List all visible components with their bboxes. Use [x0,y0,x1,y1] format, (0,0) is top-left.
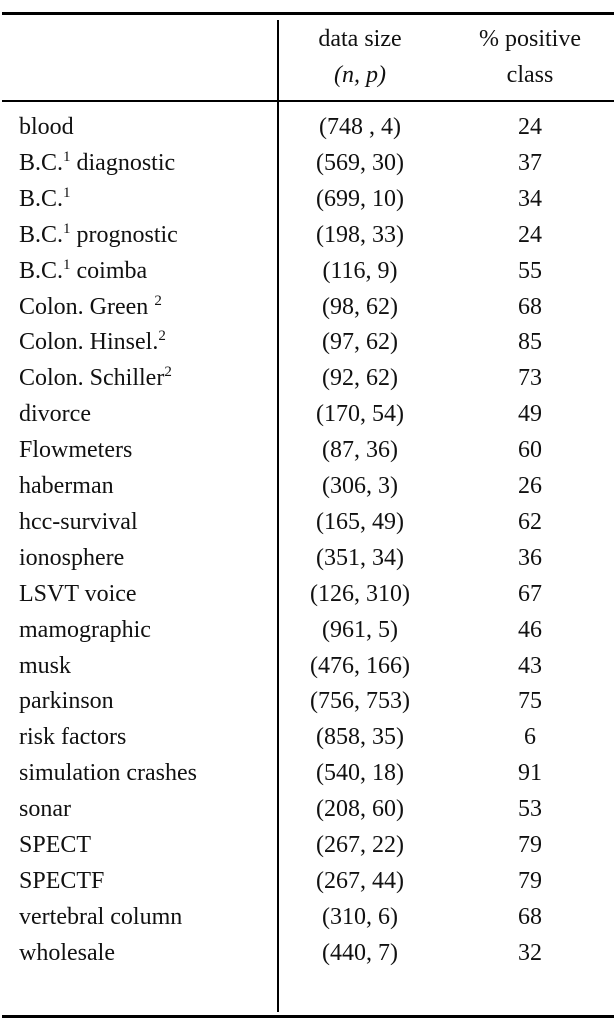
positive-percent: 62 [518,508,542,535]
dataset-name [19,507,138,537]
positive-percent: 60 [518,437,542,464]
positive-percent: 6 [524,724,536,751]
data-size: (306, 3) [322,473,398,499]
dataset-name [19,292,162,322]
dataset-name-text: vertebral column [19,903,183,930]
dataset-name [19,722,126,752]
dataset-name [19,471,114,501]
positive-percent: 37 [518,149,542,176]
dataset-name [19,758,197,788]
positive-percent: 79 [518,832,542,858]
footnote-marker: 1 [63,220,71,237]
dataset-name-text: SPECTF [19,867,105,894]
positive-percent: 34 [518,185,542,212]
header-rule [2,100,614,102]
data-size: (87, 36) [322,437,398,464]
data-size: (170, 54) [316,401,404,428]
data-size: (569, 30) [316,149,404,176]
dataset-name [19,184,71,214]
dataset-name-text: B.C. [19,221,64,248]
dataset-name [19,220,178,250]
dataset-name-text: Colon. Green [19,293,155,320]
positive-percent: 43 [518,652,542,679]
header-class: class [506,62,554,88]
data-size: (858, 35) [316,724,404,751]
data-size: (97, 62) [322,329,398,356]
data-size: (351, 34) [316,544,404,571]
data-size: (699, 10) [316,185,404,212]
positive-percent: 68 [518,903,542,930]
footnote-marker: 2 [164,364,172,381]
dataset-name-text: simulation crashes [19,760,197,787]
dataset-name [19,902,182,932]
dataset-name [19,579,137,609]
positive-percent: 79 [518,867,542,894]
dataset-name-text: divorce [19,401,91,428]
dataset-name-text: risk factors [19,724,127,751]
dataset-name [19,794,71,824]
dataset-name [19,938,115,968]
dataset-name-text: wholesale [19,939,115,966]
data-size: (98, 62) [322,293,398,320]
dataset-name-text: Colon. Schiller [19,365,165,392]
footnote-marker: 1 [63,256,71,273]
dataset-name-text: coimba [70,257,148,284]
bottom-rule [2,1015,614,1018]
data-size: (540, 18) [316,760,404,787]
footnote-marker: 2 [154,292,162,309]
header-np: (n, p) [334,62,386,88]
positive-percent: 75 [518,688,542,715]
positive-percent: 32 [518,939,542,966]
column-separator [277,20,279,1012]
dataset-name [19,327,166,357]
dataset-name-text: B.C. [19,257,64,284]
data-size: (440, 7) [322,939,398,966]
data-size: (165, 49) [316,508,404,535]
dataset-name [19,543,124,573]
dataset-name-text: haberman [19,473,114,499]
dataset-name-text: musk [19,652,72,679]
dataset-name-text: Colon. Hinsel. [19,329,159,356]
dataset-name [19,112,74,142]
dataset-name [19,435,132,465]
header-positive: % positive [479,26,581,52]
dataset-name-text: diagnostic [70,149,176,176]
data-size: (208, 60) [316,796,404,823]
dataset-name-text: mamographic [19,616,151,643]
dataset-name [19,830,91,860]
positive-percent: 91 [518,760,542,787]
dataset-name-text: ionosphere [19,544,125,571]
data-size: (267, 22) [316,832,404,858]
data-size: (116, 9) [322,257,398,284]
data-size: (748 , 4) [319,114,401,140]
footnote-marker: 1 [63,184,71,201]
dataset-name-text: prognostic [70,221,178,248]
dataset-name-text: SPECT [19,832,92,858]
dataset-name-text: B.C. [19,185,64,212]
dataset-name-text: sonar [19,796,71,823]
positive-percent: 36 [518,544,542,571]
data-size: (476, 166) [310,652,410,679]
dataset-name [19,686,114,716]
dataset-name [19,399,91,429]
positive-percent: 85 [518,329,542,356]
positive-percent: 67 [518,580,542,607]
positive-percent: 24 [518,221,542,248]
positive-percent: 53 [518,796,542,823]
dataset-name [19,651,71,681]
data-size: (198, 33) [316,221,404,248]
dataset-name-text: parkinson [19,688,114,715]
dataset-name-text: Flowmeters [19,437,133,464]
footnote-marker: 1 [63,148,71,165]
data-size: (310, 6) [322,903,398,930]
positive-percent: 46 [518,616,542,643]
header-data-size: data size [318,26,402,52]
dataset-name-text: LSVT voice [19,580,137,607]
dataset-name-text: blood [19,114,74,140]
positive-percent: 26 [518,473,542,499]
data-size: (92, 62) [322,365,398,392]
dataset-name-text: B.C. [19,149,64,176]
positive-percent: 24 [518,114,542,140]
dataset-name [19,866,104,896]
positive-percent: 68 [518,293,542,320]
dataset-name-text: hcc-survival [19,508,138,535]
dataset-name [19,363,172,393]
data-size: (756, 753) [310,688,410,715]
positive-percent: 73 [518,365,542,392]
footnote-marker: 2 [158,328,166,345]
data-size: (961, 5) [322,616,398,643]
dataset-name [19,256,147,286]
positive-percent: 55 [518,257,542,284]
dataset-name [19,148,175,178]
dataset-name [19,615,151,645]
top-rule [2,12,614,15]
positive-percent: 49 [518,401,542,428]
data-size: (267, 44) [316,867,404,894]
data-size: (126, 310) [310,580,410,607]
